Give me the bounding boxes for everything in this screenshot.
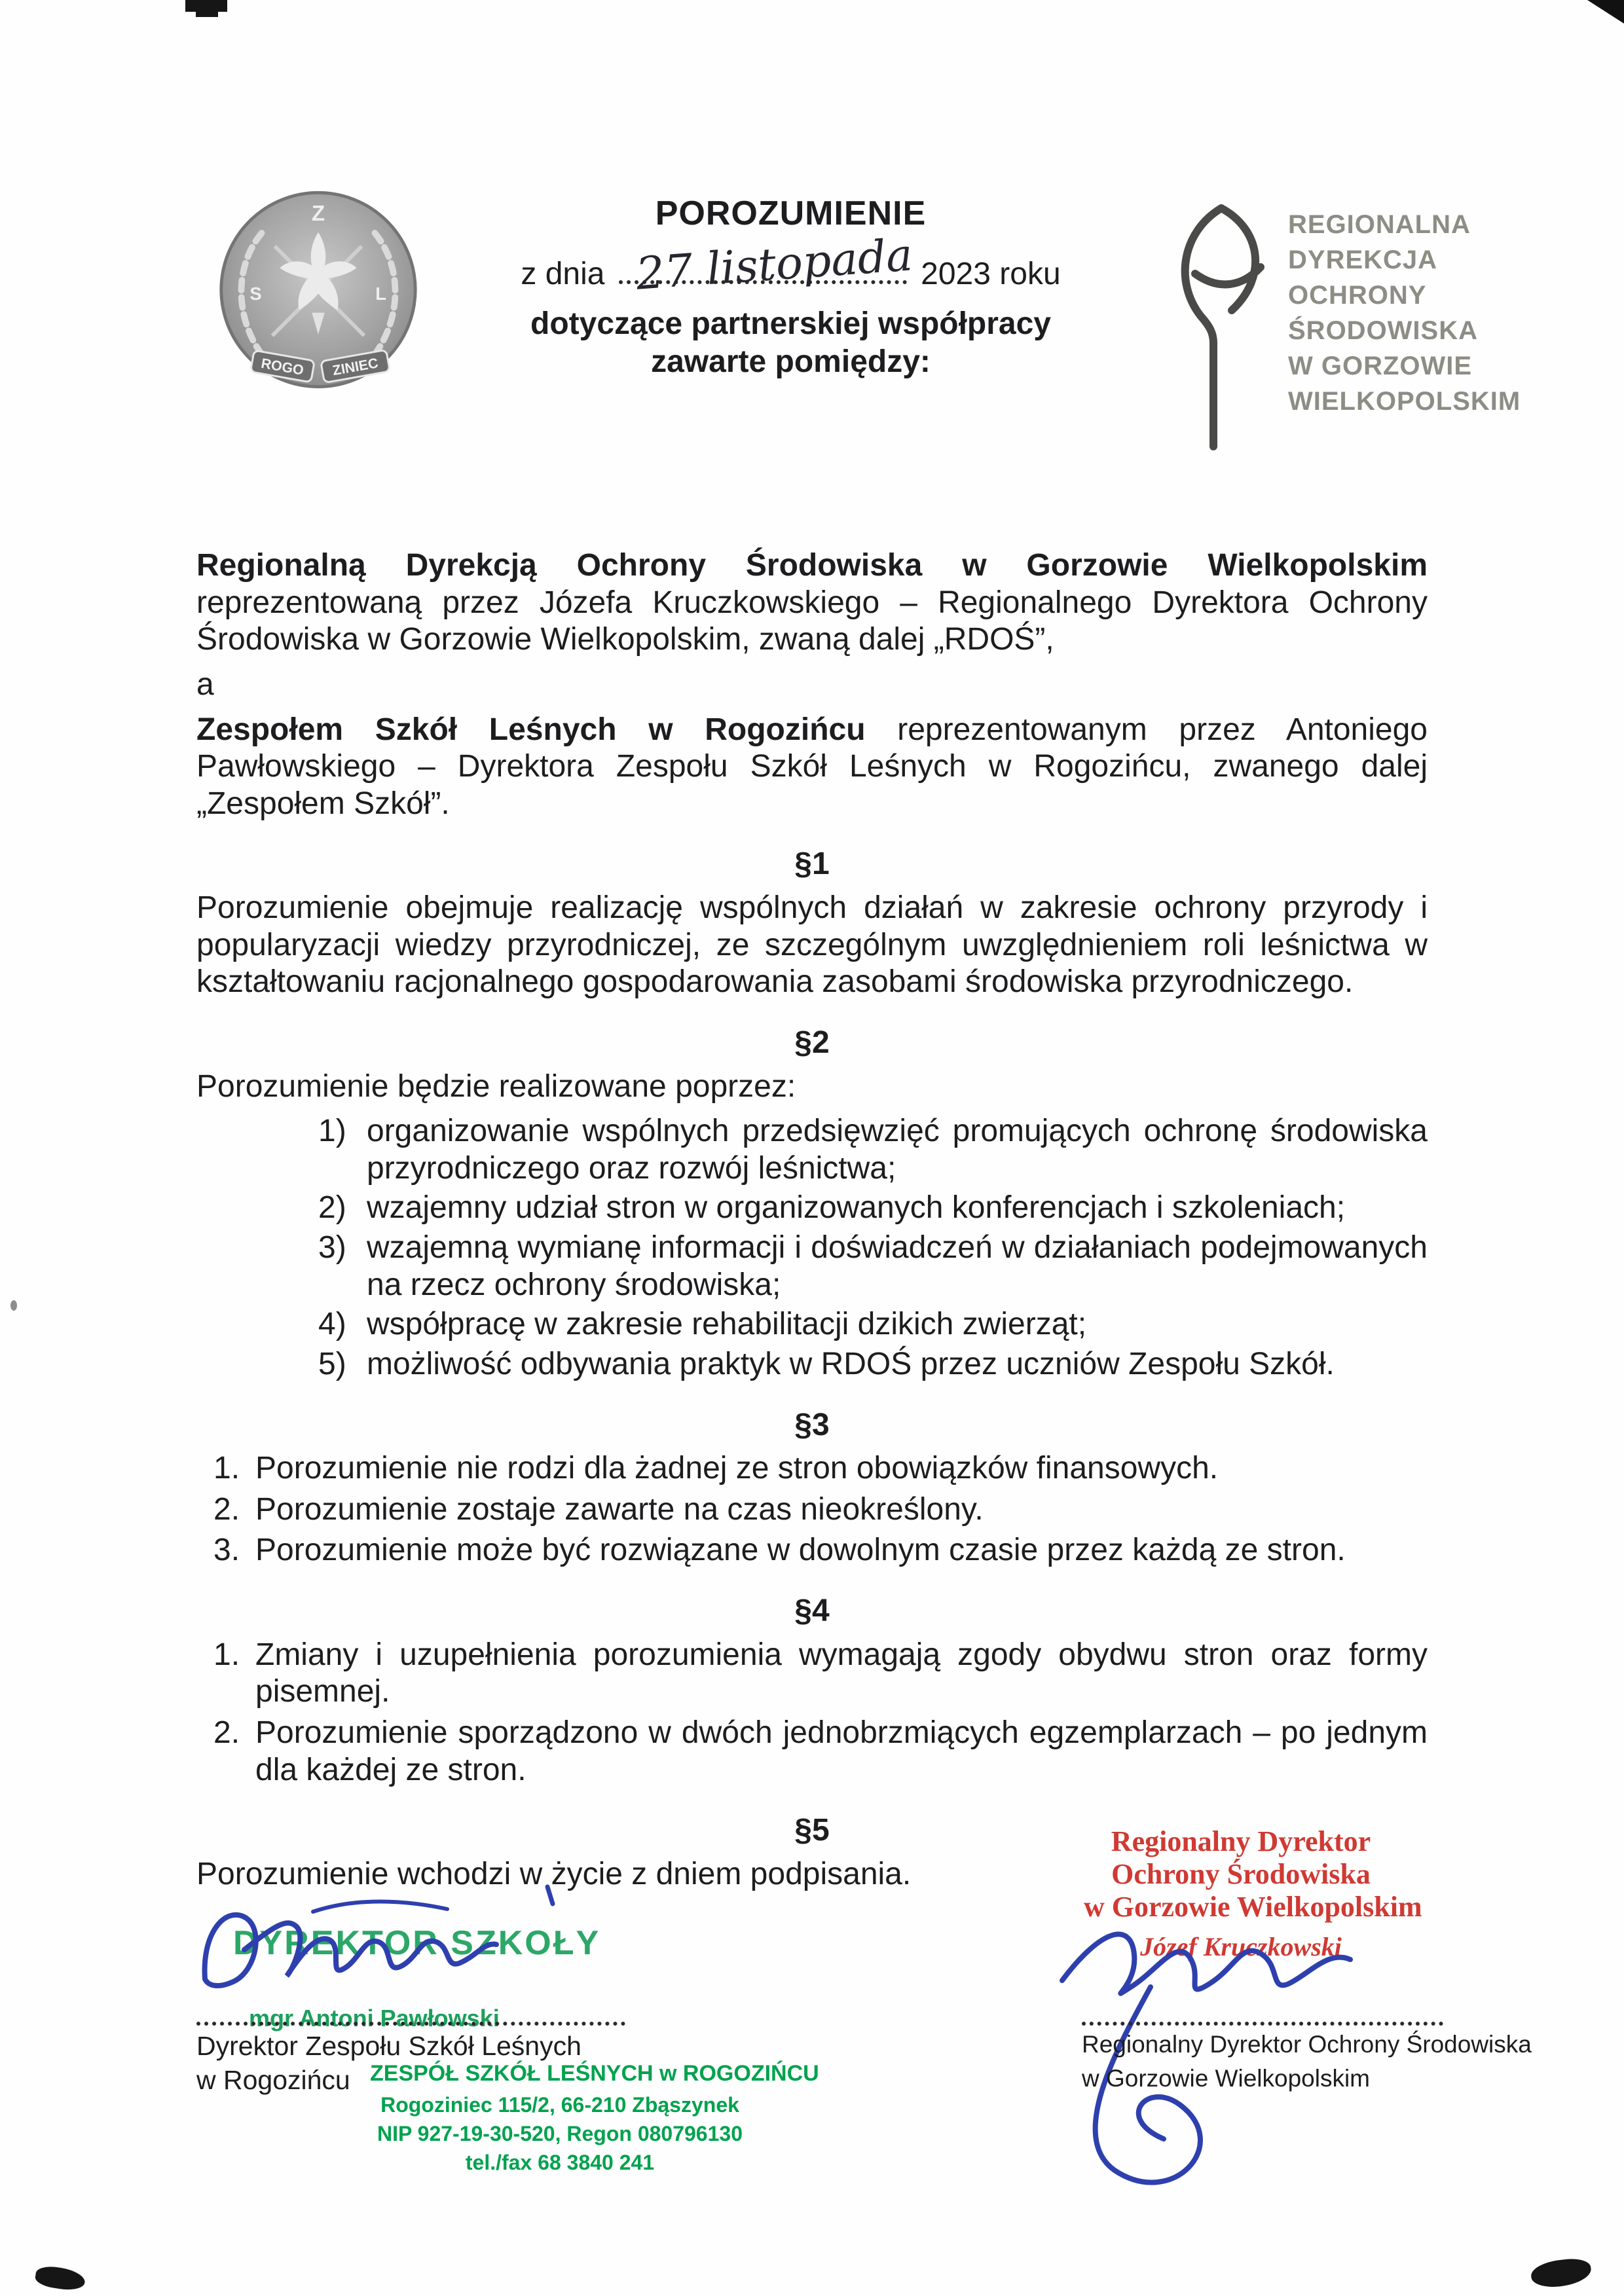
rdos-text-line: REGIONALNA bbox=[1288, 210, 1471, 239]
signature-line-left bbox=[196, 2022, 625, 2026]
list-item bbox=[196, 1190, 1428, 1227]
stamp-school-name: ZESPÓŁ SZKÓŁ LEŚNYCH w ROGOZIŃCU bbox=[370, 2061, 819, 2086]
scan-artifact bbox=[196, 12, 218, 17]
left-signature-caption-1: Dyrektor Zespołu Szkół Leśnych bbox=[196, 2031, 581, 2061]
list-item-number: 2. bbox=[213, 1491, 240, 1527]
seal-banner-right: ZINIEC bbox=[331, 355, 380, 379]
list-item-number: 2. bbox=[213, 1715, 240, 1750]
rdos-text-line: DYREKCJA bbox=[1288, 246, 1438, 274]
scan-artifact bbox=[10, 1300, 17, 1311]
list-item-number: 1. bbox=[213, 1637, 240, 1672]
list-item-number: 1) bbox=[318, 1114, 346, 1149]
party1-name: Regionalną Dyrekcją Ochrony Środowiska w Gorzowie Wielkopolskim bbox=[196, 548, 1428, 583]
party2-paragraph bbox=[196, 712, 1428, 823]
list-item-text: organizowanie wspólnych przedsięwzięć promujących ochronę środowiska przyrodniczego oraz rozwój leśnictwa; bbox=[367, 1114, 1428, 1186]
date-line bbox=[422, 229, 1159, 305]
section-2-list bbox=[196, 1113, 1428, 1383]
document-subtitle-2: zawarte pomiędzy: bbox=[651, 344, 931, 379]
rdos-leaf-icon bbox=[1156, 195, 1280, 457]
rdos-text-line: ŚRODOWISKA bbox=[1288, 316, 1478, 345]
school-address-stamp bbox=[370, 2061, 819, 2177]
list-item bbox=[196, 1491, 1428, 1529]
date-prefix: z dnia bbox=[521, 257, 605, 291]
list-item-number: 3) bbox=[318, 1230, 346, 1265]
rdos-logo-text bbox=[1288, 207, 1521, 419]
list-item bbox=[196, 1637, 1428, 1711]
scan-artifact bbox=[34, 2264, 86, 2292]
list-item-text: Porozumienie sporządzono w dwóch jednobrzmiących egzemplarzach – po jednym dla każdej ze stron. bbox=[255, 1715, 1428, 1787]
list-item bbox=[196, 1346, 1428, 1383]
signature-antoni-pawlowski bbox=[189, 1871, 568, 2022]
list-item-number: 2) bbox=[318, 1190, 346, 1226]
parties-connector: a bbox=[196, 666, 214, 702]
stamp-school-phone: tel./fax 68 3840 241 bbox=[465, 2151, 655, 2174]
party2-description: reprezentowanym przez Antoniego Pawłowskiego – Dyrektora Zespołu Szkół Leśnych w Rogozińcu, zwanego dalej „Zespołem Szkół”. bbox=[196, 712, 1428, 821]
section-heading-3: §3 bbox=[794, 1407, 830, 1442]
seal-letter-z: Z bbox=[311, 202, 325, 227]
seal-letter-s: S bbox=[249, 283, 262, 304]
list-item bbox=[196, 1230, 1428, 1303]
rdos-stamp-name: Józef Kruczkowski bbox=[1140, 1932, 1342, 1961]
list-item bbox=[196, 1715, 1428, 1789]
scan-artifact bbox=[1587, 0, 1624, 24]
left-signature-caption-2: w Rogozińcu bbox=[196, 2065, 350, 2095]
rdos-stamp-line: w Gorzowie Wielkopolskim bbox=[1084, 1891, 1422, 1923]
list-item bbox=[196, 1306, 1428, 1343]
section-3-list bbox=[196, 1450, 1428, 1569]
list-item-text: Porozumienie zostaje zawarte na czas nieokreślony. bbox=[255, 1491, 984, 1527]
stamp-school-address: Rogoziniec 115/2, 66-210 Zbąszynek bbox=[380, 2093, 739, 2117]
section-2-intro: Porozumienie będzie realizowane poprzez: bbox=[196, 1068, 796, 1104]
section-5-text: Porozumienie wchodzi w życie z dniem podpisania. bbox=[196, 1856, 912, 1891]
list-item-text: współpracę w zakresie rehabilitacji dzikich zwierząt; bbox=[367, 1307, 1087, 1342]
handwritten-date: 27 listopada bbox=[634, 229, 914, 301]
school-director-stamp-title: DYREKTOR SZKOŁY bbox=[233, 1924, 601, 1962]
list-item-text: wzajemny udział stron w organizowanych konferencjach i szkoleniach; bbox=[367, 1190, 1346, 1226]
scan-artifact bbox=[185, 0, 227, 12]
party1-description: reprezentowaną przez Józefa Kruczkowskiego – Regionalnego Dyrektora Ochrony Środowiska w Gorzowie Wielkopolskim, zwaną dalej „RDOŚ”, bbox=[196, 585, 1428, 657]
list-item-text: wzajemną wymianę informacji i doświadczeń w działaniach podejmowanych na rzecz ochrony środowiska; bbox=[367, 1230, 1428, 1302]
list-item-number: 3. bbox=[213, 1533, 240, 1568]
party2-name: Zespołem Szkół Leśnych w Rogozińcu bbox=[196, 712, 866, 747]
section-heading-1: §1 bbox=[794, 847, 830, 882]
header-title-block bbox=[422, 194, 1159, 380]
rdos-text-line: OCHRONY bbox=[1288, 281, 1427, 310]
signature-area bbox=[0, 1820, 1624, 2239]
signature-line-right bbox=[1082, 2022, 1443, 2026]
section-heading-5: §5 bbox=[794, 1813, 830, 1848]
seal-letter-l: L bbox=[375, 283, 386, 304]
right-signature-caption-2: w Gorzowie Wielkopolskim bbox=[1082, 2065, 1370, 2092]
list-item-number: 4) bbox=[318, 1307, 346, 1342]
scan-artifact bbox=[1530, 2257, 1593, 2290]
list-item-number: 5) bbox=[318, 1346, 346, 1381]
list-item-number: 1. bbox=[213, 1451, 240, 1486]
rdos-text-line: WIELKOPOLSKIM bbox=[1288, 387, 1521, 416]
date-suffix: 2023 roku bbox=[921, 257, 1061, 291]
rdos-stamp-line: Ochrony Środowiska bbox=[1111, 1858, 1371, 1890]
agreement-body bbox=[196, 547, 1428, 1901]
list-item-text: możliwość odbywania praktyk w RDOŚ przez uczniów Zespołu Szkół. bbox=[367, 1346, 1335, 1381]
rdos-text-line: W GORZOWIE bbox=[1288, 352, 1473, 380]
list-item bbox=[196, 1532, 1428, 1569]
rdos-stamp-line: Regionalny Dyrektor bbox=[1111, 1825, 1371, 1857]
list-item-text: Porozumienie może być rozwiązane w dowolnym czasie przez każdą ze stron. bbox=[255, 1533, 1346, 1568]
section-1-text: Porozumienie obejmuje realizację wspólnych działań w zakresie ochrony przyrody i popularyzacji wiedzy przyrodniczej, ze szczególnym uwzględnieniem roli leśnictwa w kształtowaniu racjonalnego gospodarowania zasobami środowiska przyrodniczego. bbox=[196, 890, 1428, 1000]
school-director-stamp-name: mgr Antoni Pawłowski bbox=[249, 2005, 500, 2032]
document-title: POROZUMIENIE bbox=[655, 194, 927, 232]
school-seal-logo bbox=[216, 185, 420, 420]
right-signature-caption-1: Regionalny Dyrektor Ochrony Środowiska bbox=[1082, 2031, 1532, 2058]
section-4-list bbox=[196, 1637, 1428, 1789]
list-item bbox=[196, 1450, 1428, 1487]
seal-banner-left: ROGO bbox=[259, 355, 305, 378]
document-subtitle-1: dotyczące partnerskiej współpracy bbox=[530, 306, 1051, 341]
list-item-text: Porozumienie nie rodzi dla żadnej ze stron obowiązków finansowych. bbox=[255, 1451, 1219, 1486]
rdos-logo-block bbox=[1156, 195, 1522, 464]
list-item bbox=[196, 1113, 1428, 1187]
section-heading-2: §2 bbox=[794, 1025, 830, 1060]
list-item-text: Zmiany i uzupełnienia porozumienia wymagają zgody obydwu stron oraz formy pisemnej. bbox=[255, 1637, 1428, 1709]
section-heading-4: §4 bbox=[794, 1594, 830, 1628]
school-seal-icon bbox=[216, 185, 420, 420]
date-dotted-leader bbox=[619, 229, 914, 301]
stamp-school-nip-regon: NIP 927-19-30-520, Regon 080796130 bbox=[377, 2122, 743, 2145]
party1-paragraph bbox=[196, 547, 1428, 659]
